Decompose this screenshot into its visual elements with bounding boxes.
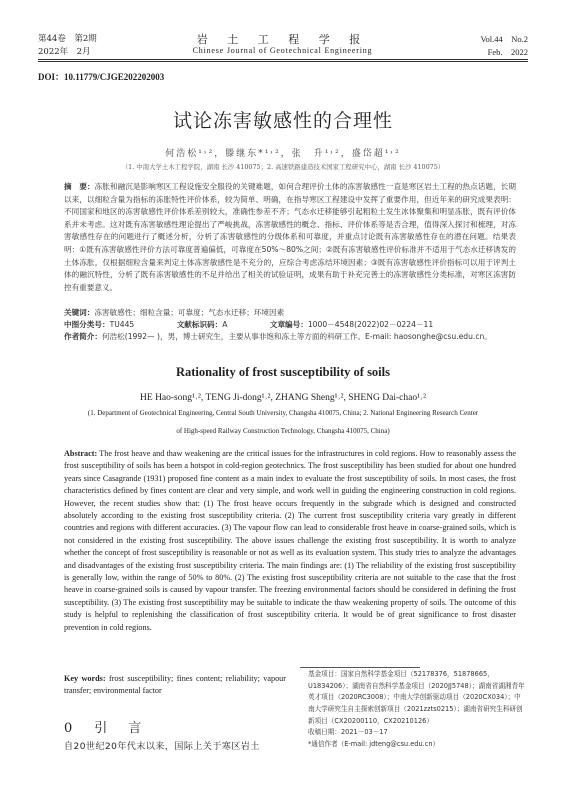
author-bio: [64, 331, 524, 344]
doc-code-label: 文献标识码：: [176, 320, 223, 329]
section-number: 0: [64, 721, 77, 736]
footnote-corresponding: *通信作者（E-mail: jdteng@csu.edu.cn）: [308, 740, 440, 748]
journal-volume-issue: 第44卷 第2期: [38, 34, 97, 44]
journal-date: 2022年 2月: [38, 47, 91, 57]
author-bio-label: 作者简介：: [64, 332, 102, 341]
header-rule: [38, 59, 528, 60]
keywords-en: [64, 673, 286, 698]
affiliations-cn: （1. 中南大学土木工程学院，湖南 长沙 410075；2. 高速铁路建造技术国家工程研究中心，湖南 长沙 410075）: [121, 163, 445, 171]
paper-title-en: Rationality of frost susceptibility of soils: [175, 365, 390, 379]
section-heading: [64, 717, 145, 736]
authors-en: HE Hao-song¹˒², TENG Ji-dong¹˒², ZHANG Sheng¹˒², SHENG Dai-chao¹˒²: [140, 393, 426, 403]
intro-text: 自20世纪20年代末以来，国际上关于寒区岩土: [64, 742, 260, 752]
paper-title-cn: 试论冻害敏感性的合理性: [172, 110, 393, 132]
author-bio-text: 何浩松(1992— )，男，博士研究生，主要从事非饱和冻土等方面的科研工作。E-mail: haosonghe@csu.edu.cn。: [101, 332, 492, 341]
abstract-cn: [64, 181, 516, 294]
footnote-received: 收稿日期：2021－03－17: [308, 728, 388, 736]
authors-cn: 何浩松¹˒²，滕继东*¹˒²，张 升¹˒²，盛岱超¹˒²: [165, 149, 401, 159]
abstract-en-text: The frost heave and thaw weakening are the critical issues for the infrastructures in cold regions. How to reasonably assess the frost susceptibility of soils has been a hotspot in cold-region geotechnics. The frost susceptibility has been studied for about one hundred years since Casagrande (1931) proposed fine content as a main index to evaluate the frost susceptibility of soils. In most cases, the frost characteristics defined by fines content are clear and very simple, and work well in guiding the engineering construction in cold regions. However, the recent studies show that: (1) The frost heave occurs frequently in the subgrade which is designed and constructed absolutely according to the existing frost susceptibility criteria. (2) The current frost susceptibility criteria vary greatly in different countries and regions with different accuracies. (3) The vapour flow can lead to considerable frost heave in coarse-grained soils, which is not considered in the existing frost susceptibility. The above issues challenge the existing frost susceptibility. It is worth to analyze whether the concept of frost susceptibility is reasonable or not as well as its evaluation system. This study tries to analyze the advantages and disadvantages of the existing frost susceptibility criteria. The main findings are: (1) The reliability of the existing frost susceptibility is generally low, within the range of 50% to 80%. (2) The existing frost susceptibility criteria are not suitable to the case that the frost heave in coarse-grained soils is caused by vapour transfer. The freezing environmental factors should be considered in defining the frost susceptibility. (3) The existing frost susceptibility may be suitable to indicate the thaw weakening property of soils. The outcome of this study is helpful to replenishing the classification of frost susceptibility criteria. It would be of great significance to frost disaster prevention in cold regions.: [64, 449, 516, 632]
header-rule-thin: [38, 61, 528, 62]
affiliations-en-line1: (1. Department of Geotechnical Engineering, Central South University, Changsha 410075, China; 2. National Engineering Research Center: [87, 409, 479, 417]
journal-date-en: Feb. 2022: [487, 47, 528, 57]
keywords-cn: [64, 307, 516, 320]
abstract-en: [64, 448, 516, 634]
clc-label: 中图分类号：: [64, 320, 110, 329]
keywords-cn-label: 关键词：: [64, 308, 95, 317]
journal-title-en: Chinese Journal of Geotechnical Engineering: [192, 46, 373, 55]
doi: DOI：10.11779/CJGE202202003: [38, 72, 165, 82]
classification-line: [64, 319, 516, 332]
clc-value: TU445: [109, 320, 135, 329]
keywords-en-text: frost susceptibility; fines content; reliability; vapour transfer; environmental factor: [64, 674, 287, 696]
doc-code-value: A: [222, 320, 228, 329]
journal-title-cn: 岩 土 工 程 学 报: [196, 33, 369, 46]
affiliations-en-line2: of High-speed Railway Construction Technology, Changsha 410075, China): [176, 427, 390, 435]
footnote-rule: [300, 667, 420, 668]
abstract-cn-text: 冻胀和融沉是影响寒区工程设施安全服役的关键难题，如何合理评价土体的冻害敏感性一直是寒区岩土工程的热点话题，长期以来，以细粒含量为指标的冻胀特性评价体系，较为简单、明确，在指导寒区工程建设中发挥了重要作用，但近年来的研究成果表明：不同国家和地区的冻害敏感性评价体系差别较大，准确性参差不齐；气态水迁移能够引起粗粒土发生冰体聚集和明显冻胀，既有评价体系并未考虑。这对既有冻害敏感性理论提出了严峻挑战，冻害敏感性的概念、指标、评价体系等是否合理，值得深入探讨和梳理，对冻害敏感性存在的问题进行了概述分析，分析了冻害敏感性的分级体系和可靠度，并重点讨论既有冻害敏感性存在的潜在问题。结果表明：①既有冻害敏感性评价方法可靠度普遍偏低，可靠度在50%～80%之间；②既有冻害敏感性评价标准并不适用于气态水迁移诱发的土体冻胀，仅根据细粒含量来判定土体冻害敏感性是不充分的，应综合考虑冻结环境因素；③既有冻害敏感性评价指标可以用于评判土体的融沉特性，分析了既有冻害敏感性的不足并给出了相关的试验证明，成果有助于补充完善土的冻害敏感性分类标准，对寒区冻害防控有重要意义。: [64, 182, 517, 292]
abstract-en-label: Abstract:: [64, 449, 98, 458]
article-no-value: 1000－4548(2022)02－0224－11: [307, 320, 434, 329]
abstract-cn-label: 摘 要：: [64, 182, 95, 191]
keywords-cn-text: 冻害敏感性；细粒含量；可靠度；气态水迁移；环境因素: [94, 308, 285, 317]
article-no-label: 文章编号：: [269, 320, 308, 329]
keywords-en-label: Key words:: [64, 674, 106, 683]
journal-vol-no-en: Vol.44 No.2: [480, 34, 528, 44]
footnote-funding: 基金项目：国家自然科学基金项目（52178376，51878665，U1834206）；湖南省自然科学基金项目（2020JJ5748）；湖南省湖湘青年英才项目（2020RC3008）；中南大学创新驱动项目（2020CX034）；中南大学研究生自主探索创新项目（2021zzts0215）；湖南省研究生科研创新项目（CX20200110，CX20210126）: [308, 670, 525, 725]
section-title: 引 言: [94, 721, 146, 736]
